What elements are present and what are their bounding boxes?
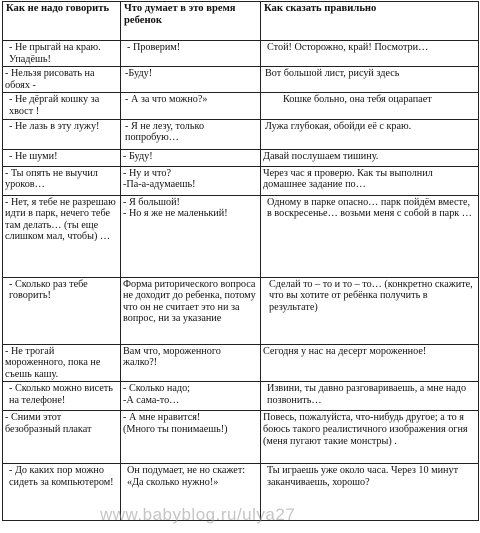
table-row xyxy=(3,277,479,344)
cell-how-not-to-say: - Не прыгай на краю. Упадёшь! xyxy=(3,41,121,67)
table-row xyxy=(3,382,479,411)
cell-child-thinks: - А за что можно?» xyxy=(121,93,261,119)
cell-how-to-say: Сделай то – то и то – то… (конкретно скажите, что вы хотите от ребёнка получить в результате) xyxy=(261,277,479,344)
advice-table xyxy=(2,1,479,521)
cell-how-not-to-say: - Сними этот безобразный плакат xyxy=(3,411,121,464)
cell-child-thinks: Форма риторического вопроса не доходит до ребенка, потому что он не считает это ни за вопрос, ни за указание xyxy=(121,277,261,344)
cell-how-to-say: Сегодня у нас на десерт мороженное! xyxy=(261,344,479,382)
table-row xyxy=(3,464,479,521)
cell-how-to-say: Кошке больно, она тебя оцарапает xyxy=(261,93,479,119)
watermark: www.babyblog.ru/ulya27 xyxy=(100,505,296,524)
cell-child-thinks: - Я не лезу, только попробую… xyxy=(121,119,261,149)
cell-how-not-to-say: - Сколько можно висеть на телефоне! xyxy=(3,382,121,411)
cell-child-thinks: - Ну и что? -Па-а-адумаешь! xyxy=(121,166,261,195)
cell-how-to-say: Повесь, пожалуйста, что-нибудь другое; а то я боюсь такого реалистичного изображения огня (меня пугают такие монстры) . xyxy=(261,411,479,464)
table-row xyxy=(3,344,479,382)
cell-child-thinks: - Буду! xyxy=(121,149,261,166)
table-row xyxy=(3,411,479,464)
cell-how-to-say: Стой! Осторожно, край! Посмотри… xyxy=(261,41,479,67)
header-row xyxy=(3,2,479,41)
cell-how-to-say: Одному в парке опасно… парк пойдём вместе, в воскресенье… возьми меня с собой в парк … xyxy=(261,195,479,277)
cell-how-to-say: Лужа глубокая, обойди её с краю. xyxy=(261,119,479,149)
table-row xyxy=(3,119,479,149)
cell-how-to-say: Извини, ты давно разговариваешь, а мне надо позвонить… xyxy=(261,382,479,411)
cell-how-not-to-say: - Сколько раз тебе говорить! xyxy=(3,277,121,344)
cell-child-thinks: - Сколько надо; -А сама-то… xyxy=(121,382,261,411)
cell-how-not-to-say: - Не дёргай кошку за хвост ! xyxy=(3,93,121,119)
cell-how-to-say: Через час я проверю. Как ты выполнил домашнее задание по… xyxy=(261,166,479,195)
header-child-thinks: Что думает в это время ребенок xyxy=(121,2,261,41)
cell-how-not-to-say: - Не трогай мороженного, пока не съешь кашу. xyxy=(3,344,121,382)
cell-how-not-to-say: - Нет, я тебе не разрешаю идти в парк, нечего тебе там делать… (ты еще слишком мал, чтобы) … xyxy=(3,195,121,277)
table-row xyxy=(3,149,479,166)
table-row xyxy=(3,195,479,277)
table-row xyxy=(3,166,479,195)
header-how-to-say: Как сказать правильно xyxy=(261,2,479,41)
cell-child-thinks: -Буду! xyxy=(121,67,261,93)
cell-child-thinks: - Я большой! - Но я же не маленький! xyxy=(121,195,261,277)
cell-how-not-to-say: - Нельзя рисовать на обоях - xyxy=(3,67,121,93)
table-row xyxy=(3,41,479,67)
cell-child-thinks: - Проверим! xyxy=(121,41,261,67)
cell-how-not-to-say: - Не шуми! xyxy=(3,149,121,166)
header-how-not-to-say: Как не надо говорить xyxy=(3,2,121,41)
cell-how-to-say: Давай послушаем тишину. xyxy=(261,149,479,166)
cell-child-thinks: - А мне нравится! (Много ты понимаешь!) xyxy=(121,411,261,464)
cell-child-thinks: Вам что, мороженного жалко?! xyxy=(121,344,261,382)
cell-how-not-to-say: - До каких пор можно сидеть за компьютером! xyxy=(3,464,121,521)
table-row xyxy=(3,67,479,93)
cell-how-to-say: Вот большой лист, рисуй здесь xyxy=(261,67,479,93)
cell-how-to-say: Ты играешь уже около часа. Через 10 минут заканчиваешь, хорошо? xyxy=(261,464,479,521)
cell-how-not-to-say: - Не лазь в эту лужу! xyxy=(3,119,121,149)
cell-child-thinks: Он подумает, не но скажет: «Да сколько нужно!» xyxy=(121,464,261,521)
table-row xyxy=(3,93,479,119)
cell-how-not-to-say: - Ты опять не выучил уроков… xyxy=(3,166,121,195)
